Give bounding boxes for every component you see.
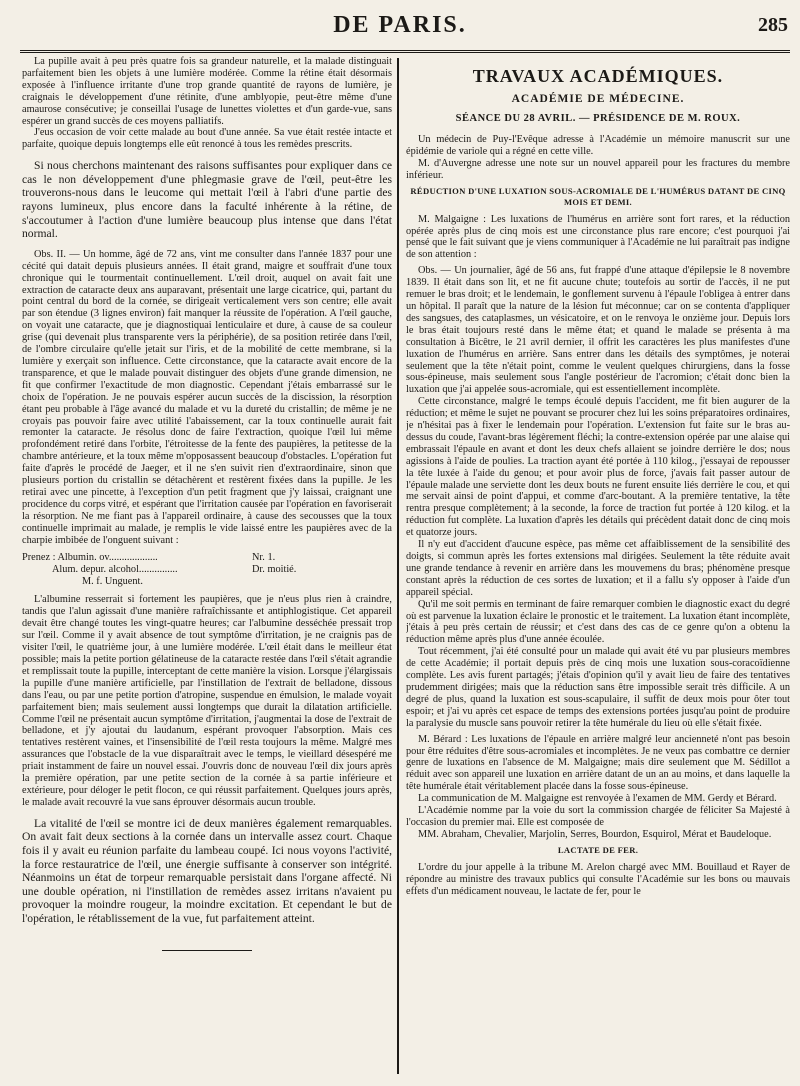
paragraph: L'albumine resserrait si fortement les paupières, que je n'eus plus rien à craindre, tandis que l'alun agissait d'une manière rafraîchissante et antiphlogistique. Cet appareil devait être changé toutes les vingt-quatre heures; car l'albumine desséchée pressait trop sur l'œil. Comme il y avait absence de tout symptôme d'irritation, je ne craignis pas de visiter l'œil, le quatrième jour, à une lumière modérée. L'œil était dans le meilleur état possible; mais la petite portion gélatineuse de la cataracte restée dans l'œil s'était agrandie et remplissait toute la pupille, interceptant de cette manière la vision. Lorsque j'élargissais la pupille d'une manière artificielle, par l'instillation de l'extrait de belladone, dissous dans l'eau, ou par une petite portion d'atropine, suspendue en émulsion, le malade voyait parfaitement bien; mais seulement aussi longtemps que durait la dilatation artificielle. Comme l'œil ne présentait aucun symptôme d'irritation, j'augmentai la dose de l'extrait de belladone, et j'y ajoutai du laudanum, espérant provoquer l'absorption. Mais ces tentatives restèrent vaines, et l'insensibilité de l'œil resta toujours la même. Malgré mes assurances que l'obstacle de la vue disparaîtrait avec le temps, le vieillard désespéré me priait instamment de faire un nouvel essai. J'ouvris donc de nouveau l'œil dix jours après la première opération, par une petite section de la cornée à sa partie inférieure et extérieure, pour déloger le petit flocon, ce qui réussit parfaitement. Quelques jours après, le malade avait recouvré la vue sans éprouver désormais aucun trouble. (22, 594, 392, 808)
paragraph: La vitalité de l'œil se montre ici de deux manières également remarquables. On avait fait deux sections à la cornée dans un intervalle assez court. Chaque fois il y avait eu réunion parfaite du lambeau coupé. Ici nous voyons l'activité, la force restauratrice de l'œil, une énergie suffisante à conserver son intégrité. Néanmoins un état de torpeur remarquable persistait dans l'organe affecté. Ni une double opération, ni l'instillation de remèdes assez irritans n'avaient pu provoquer la moindre rougeur, la moindre excitation. Et cependant le but de l'opération, le rétablissement de la vue, fut parfaitement atteint. (22, 816, 392, 925)
paragraph: M. Malgaigne : Les luxations de l'humérus en arrière sont fort rares, et la réduction opérée après plus de cinq mois est une circonstance plus rare encore; c'est pourquoi j'ai pensé que le fait suivant que je viens communiquer à l'Académie ne lui paraîtrait pas indigne de son attention : (406, 213, 790, 261)
prescription-line: Alum. depur. alcohol............... (52, 564, 178, 576)
running-title: DE PARIS. (333, 12, 467, 38)
paragraph: Tout récemment, j'ai été consulté pour un malade qui avait été vu par plusieurs membres de cette Académie; il portait depuis près de cinq mois une luxation sous-coracoïdienne complète. Les avis furent partagés; j'étais d'opinion qu'il y avait lieu de faire des tentatives prudemment dirigées; mais que la réduction sans être impossible serait très difficile. A un degré de plus, quand la luxation est sous-scapulaire, il suffit de deux mois pour ôter tout espoir; et j'ai vu après cet espace de temps des extensions portées jusqu'au point de produire la paralysie du muscle sans pouvoir retirer la tête humérale du lieu où elle s'était fixée. (406, 646, 790, 729)
right-column (406, 56, 790, 1081)
paragraph: MM. Abraham, Chevalier, Marjolin, Serres, Bourdon, Esquirol, Mérat et Baudeloque. (418, 828, 772, 840)
section-title: TRAVAUX ACADÉMIQUES. (472, 66, 724, 86)
session-heading: SÉANCE DU 28 AVRIL. — PRÉSIDENCE DE M. ROUX. (455, 113, 741, 124)
page-header (0, 0, 800, 52)
paragraph: Qu'il me soit permis en terminant de faire remarquer combien le diagnostic exact du degré où est parvenue la luxation éclaire le pronostic et le traitement. La luxation étant incomplète, j'étais à peu près certain de réussir; et c'est dans des cas de ce genre qu'on a obtenu la réduction même après plus d'une année écoulée. (406, 598, 790, 646)
paragraph: M. d'Auvergne adresse une note sur un nouvel appareil pour les fractures du membre inférieur. (406, 157, 790, 181)
paragraph: J'eus occasion de voir cette malade au bout d'une année. Sa vue était restée intacte et parfaite, quoique depuis longtemps elle eût renoncé à tous les remèdes prescrits. (22, 127, 392, 151)
left-column (22, 56, 392, 1081)
header-rule (20, 50, 790, 53)
paragraph: L'ordre du jour appelle à la tribune M. Arelon chargé avec MM. Bouillaud et Rayer de répondre au ministre des travaux publics qui consulte l'Académie sur les bons ou mauvais effets d'un médicament nouveau, le lactate de fer, pour le (406, 861, 790, 897)
article-heading: RÉDUCTION D'UNE LUXATION SOUS-ACROMIALE DE L'HUMÉRUS DATANT DE CINQ MOIS ET DEMI. (410, 185, 786, 207)
prescription-line: M. f. Unguent. (82, 576, 143, 588)
end-rule (162, 950, 252, 951)
paragraph: Si nous cherchons maintenant des raisons suffisantes pour expliquer dans ce cas le non développement d'une phlegmasie grave de l'œil, peut-être les trouverons-nous dans le leucome qui mettait l'œil à l'abri d'une partie des rayons lumineux, plus encore dans la faculté inhérente à la rétine, de s'accoutumer à l'action d'une lumière beaucoup plus intense que dans l'état normal. (22, 159, 392, 241)
prescription-dose: Dr. moitié. (252, 564, 297, 576)
page-number: 285 (758, 14, 788, 36)
article-heading: LACTATE DE FER. (557, 844, 639, 855)
paragraph: Cette circonstance, malgré le temps écoulé depuis l'accident, me fit bien augurer de la réduction; et même le sujet ne pouvant se procurer chez lui les soins préparatoires ordinaires, je n'hésitai pas à fixer le lendemain pour l'opération. L'extension fut faite sur le bras au-dessus du coude, l'avant-bras légèrement fléchi; la contre-extension opérée par une alaise qui embrassait l'épaule en avant et dont les deux chefs allaient se joindre derrière le dos; nous agissions à l'aide de poulies. La traction ayant été portée à 110 kilog., j'essayai de repousser la tête luxée à l'aide du genou; et pour avoir plus de force, j'avais fait passer autour de l'épaule malade une serviette dont les deux bouts ne furent ensuite liés derrière le cou, et qui me servait ainsi de point d'appui, et comme d'arc-boutant. A la première tentative, la tête rentra presque complètement; à la seconde, la force de traction fut portée à 120 kilog. et la réduction fut complète. La luxation d'après les détails qui précèdent datait donc de cinq mois et quatorze jours. (406, 396, 790, 539)
column-divider (397, 58, 399, 1074)
prescription-dose: Nr. 1. (252, 552, 276, 564)
paragraph: M. Bérard : Les luxations de l'épaule en arrière malgré leur ancienneté n'ont pas besoin pour être réduites d'être sous-acromiales et incomplètes. Je ne veux pas combattre ce dernier genre de luxations en l'absence de M. Malgaigne; mais dire seulement que M. Sédillot a réduit avec son appareil une luxation en arrière datant de un an au moins, et dans laquelle la tête humérale était véritablement placée dans la fosse sous-épineuse. (406, 733, 790, 793)
paragraph: Il n'y eut d'accident d'aucune espèce, pas même cet affaiblissement de la sensibilité des doigts, si commun après les fortes extensions mal dirigées. Seulement la tête réduite avait une grande tendance à revenir en arrière dans les mouvemens du bras; phénomène presque constant après la réduction de ces sortes de luxation; et il a fallu s'y opposer à l'aide d'un appareil spécial. (406, 539, 790, 598)
observation-paragraph: Obs. II. — Un homme, âgé de 72 ans, vint me consulter dans l'année 1837 pour une cécité qui datait depuis plusieurs années. Il était grand, maigre et souffrait d'une toux chronique qui le tourmentait continuellement. L'œil droit, auquel on avait fait une extraction de cataracte deux ans auparavant, présentait une large cicatrice, qui, partant du point central du bord de la cornée, se dirigeait verticalement vers son centre; elle avait par son étendue (3 lignes environ) fait manquer la réussite de l'opération. A l'œil gauche, on voyait une cataracte, que je diagnostiquai lenticulaire et dure, à cause de sa couleur grise (qui devenait plus transparente vers la périphérie), de sa position retirée dans l'œil, de l'ombre circulaire qu'elle jetait sur l'iris, et de la mobilité de cette membrane, si la lumière y exerçait son influence. Cette circonstance, que la cataracte avait encore de la transparence, et que le malade pouvait distinguer des objets d'une grande dimension, ne fit que confirmer l'exactitude de mon diagnostic. Cependant j'étais embarrassé sur le choix de l'opération. Je ne pouvais espérer aucun succès de la discission, la résorption étant peu probable à l'âge avancé du malade et vu la dureté du cristallin; de même je ne croyais pas pouvoir faire avec utilité l'abaissement, car la toux continuelle aurait fait remonter la cataracte. Je résolus donc de faire l'extraction, quoique l'œil lui même profondément retiré dans l'orbite, l'étroitesse de la fente des paupières, la petitesse de la chambre antérieure, et la toux même m'opposassent beaucoup d'obstacles. L'opération fut faite d'après le procédé de Jaeger, et il ne s'en suivit rien d'extraordinaire, sinon que plusieurs portion du cristallin se détachèrent et restèrent fixées dans la pupille. Je les retirai avec une pincette, à l'exception d'un petit fragment que j'y laissai, craignant une procidence du corps vitré, et espérant que l'irritation causée par l'opération en favoriserait la résorption. Ne me fiant pas à l'appareil ordinaire, à cause des secousses que la toux continuelle imprimait au malade, je remplis le vide laissé entre les paupières avec de la charpie imbibée de l'onguent suivant : (22, 248, 392, 546)
section-subtitle: ACADÉMIE DE MÉDECINE. (511, 93, 685, 105)
paragraph: La communication de M. Malgaigne est renvoyée à l'examen de MM. Gerdy et Bérard. (418, 793, 777, 805)
prescription-line: Prenez : Albumin. ov................... (22, 552, 158, 564)
observation-paragraph: Obs. — Un journalier, âgé de 56 ans, fut frappé d'une attaque d'épilepsie le 8 novembre 1839. Il était dans son lit, et ne fit aucune chute; toutefois au sortir de l'accès, il ne put remuer le bras droit; et le lendemain, le gonflement survenu à l'épaule l'obligea à entrer dans un hôpital. Il paraît que la nature de la lésion fut méconnue; car on se contenta d'appliquer des sangsues, des cataplasmes, un vésicatoire, et on le renvoya le onzième jour. Depuis lors le bras était toujours resté dans le même état; et quand le malade se présenta à ma consultation à Bicêtre, le 21 avril dernier, il offrit les caractères les plus manifestes d'une luxation de l'humérus en arrière. Sans entrer dans les détails des symptômes, je noterai seulement que la tête n'était point, comme le veulent quelques chirurgiens, dans la fosse sous-épineuse, mais seulement sous l'angle postérieur de l'acromion; c'était donc bien la luxation que j'ai appelée sous-acromiale, qui est essentiellement incomplète. (406, 265, 790, 396)
paragraph: La pupille avait à peu près quatre fois sa grandeur naturelle, et la malade distinguait parfaitement bien les objets à une lumière modérée. Comme la rétine était désormais exposée à l'influence irritante d'une trop grande quantité de rayons de lumière, je craignais le développement d'une rétinite, d'une amblyopie, peut-être même d'une amaurose consécutive; je conseillai l'usage de lunettes violettes et d'un garde-vue, sans espérer un grand succès de ces moyens palliatifs. (22, 56, 392, 127)
paragraph: L'Académie nomme par la voie du sort la commission chargée de féliciter Sa Majesté à l'occasion du premier mai. Elle est composée de (406, 805, 790, 828)
prescription (22, 552, 392, 588)
paragraph: Un médecin de Puy-l'Evêque adresse à l'Académie un mémoire manuscrit sur une épidémie de variole qui a régné en cette ville. (406, 134, 790, 157)
